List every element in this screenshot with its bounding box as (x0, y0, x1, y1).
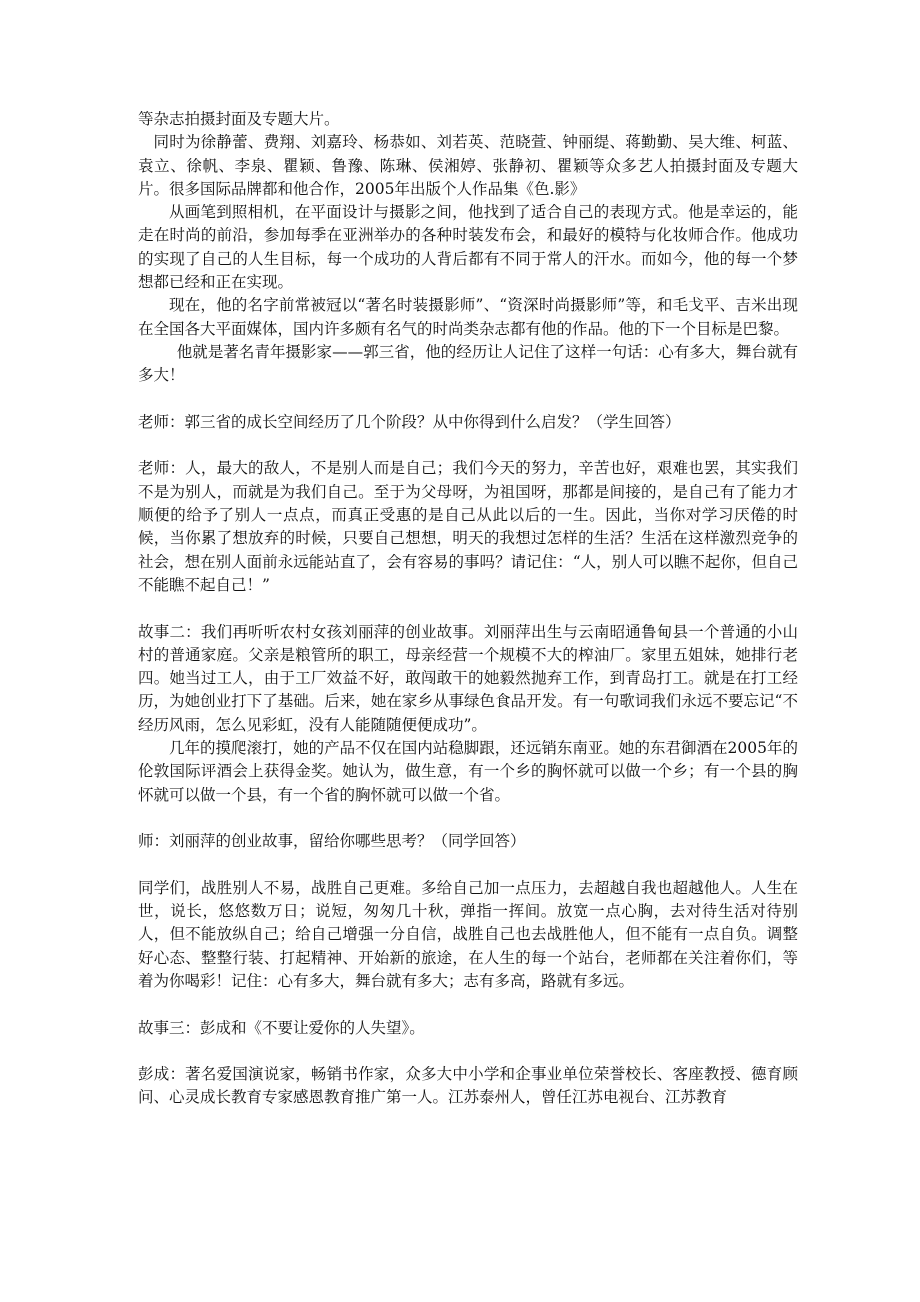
paragraph-spacer (138, 854, 798, 877)
paragraph-spacer (138, 388, 798, 411)
paragraph: 故事三：彭成和《不要让爱你的人失望》。 (138, 1018, 425, 1037)
paragraph-spacer (138, 434, 798, 457)
paragraph: 故事二：我们再听听农村女孩刘丽萍的创业故事。刘丽萍出生与云南昭通鲁甸县一个普通的小山村的普通家庭。父亲是粮管所的职工，母亲经营一个规模不大的榨油厂。家里五姐妹，她排行老四。她当过工人，由于工厂效益不好，敢闯敢干的她毅然抛弃工作，到青岛打工。就是在打工经历，为她创业打下了基础。后来，她在家乡从事绿色食品开发。有一句歌词我们永远不要忘记“不经历风雨，怎么见彩虹，没有人能随随便便成功”。 (138, 622, 798, 734)
document-page (138, 108, 798, 1110)
paragraph: 同学们，战胜别人不易，战胜自己更难。多给自己加一点压力，去超越自我也超越他人。人生在世，说长，悠悠数万日；说短，匆匆几十秋，弹指一挥间。放宽一点心胸，去对待生活对待别人，但不能放纵自己；给自己增强一分自信，战胜自己也去战胜他人，但不能有一点自负。调整好心态、整整行装、打起精神、开始新的旅途，在人生的每一个站台，老师都在关注着你们，等着为你喝彩！记住：心有多大，舞台就有多大；志有多高，路就有多远。 (138, 878, 798, 990)
paragraph: 老师：人，最大的敌人，不是别人而是自己；我们今天的努力，辛苦也好，艰难也罢，其实我们不是为别人，而就是为我们自己。至于为父母呀，为祖国呀，那都是间接的，是自己有了能力才顺便的给予了别人一点点，而真正受惠的是自己从此以后的一生。因此，当你对学习厌倦的时候，当你累了想放弃的时候，只要自己想想，明天的我想过怎样的生活？生活在这样激烈竞争的社会，想在别人面前永远能站直了，会有容易的事吗？请记住：“人，别人可以瞧不起你，但自己不能瞧不起自己！” (138, 459, 798, 594)
paragraph-spacer (138, 807, 798, 830)
paragraph-spacer (138, 597, 798, 620)
paragraph-spacer (138, 993, 798, 1016)
paragraph: 等杂志拍摄封面及专题大片。 (138, 110, 340, 128)
paragraph: 同时为徐静蕾、费翔、刘嘉玲、杨恭如、刘若英、范晓萱、钟丽缇、蒋勤勤、吴大维、柯蓝、袁立、徐帆、李泉、瞿颖、鲁豫、陈琳、侯湘婷、张静初、瞿颖等众多艺人拍摄封面及专题大片。很多国际品牌都和他合作，2005年出版个人作品集《色.影》 (138, 133, 798, 198)
paragraph: 几年的摸爬滚打，她的产品不仅在国内站稳脚跟，还远销东南亚。她的东君御酒在2005年的伦敦国际评酒会上获得金奖。她认为，做生意，有一个乡的胸怀就可以做一个乡；有一个县的胸怀就可以做一个县，有一个省的胸怀就可以做一个省。 (138, 739, 798, 804)
paragraph: 从画笔到照相机，在平面设计与摄影之间，他找到了适合自己的表现方式。他是幸运的，能走在时尚的前沿，参加每季在亚洲举办的各种时装发布会，和最好的模特与化妆师合作。他成功的实现了自己的人生目标，每一个成功的人背后都有不同于常人的汗水。而如今，他的每一个梦想都已经和正在实现。 (138, 203, 798, 292)
paragraph: 他就是著名青年摄影家——郭三省，他的经历让人记住了这样一句话：心有多大，舞台就有多大！ (138, 342, 798, 385)
paragraph-spacer (138, 1040, 798, 1063)
paragraph: 彭成：著名爱国演说家，畅销书作家，众多大中小学和企事业单位荣誉校长、客座教授、德育顾问、心灵成长教育专家感恩教育推广第一人。江苏泰州人，曾任江苏电视台、江苏教育 (138, 1065, 798, 1107)
paragraph: 现在，他的名字前常被冠以“著名时装摄影师”、“资深时尚摄影师”等，和毛戈平、吉米出现在全国各大平面媒体，国内许多颇有名气的时尚类杂志都有他的作品。他的下一个目标是巴黎。 (138, 296, 798, 338)
paragraph: 老师：郭三省的成长空间经历了几个阶段？从中你得到什么启发？（学生回答） (138, 412, 681, 431)
paragraph: 师：刘丽萍的创业故事，留给你哪些思考？（同学回答） (138, 832, 526, 851)
